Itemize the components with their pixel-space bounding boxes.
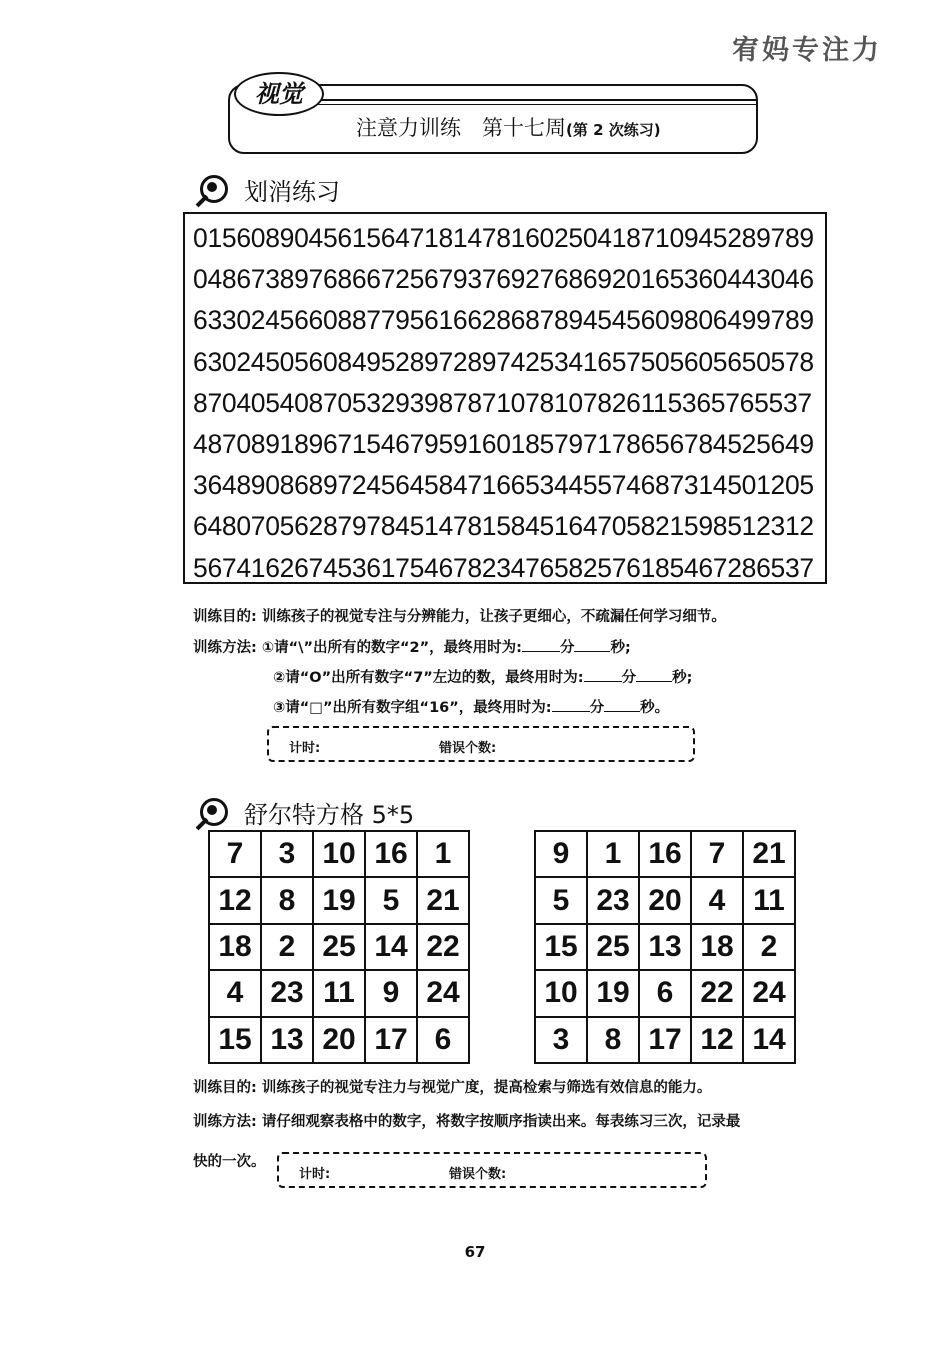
- digit-row: 6480705628797845147815845164705821598512312: [193, 511, 814, 542]
- purpose-label: 训练目的:: [193, 1080, 257, 1096]
- section1-method-1: [193, 636, 631, 657]
- digit-row: 6302450560849528972897425341657505605650578: [193, 346, 814, 377]
- magnifier-eye-icon: [196, 173, 230, 207]
- answer-blank[interactable]: [574, 651, 610, 652]
- answer-blank[interactable]: [584, 681, 622, 682]
- banner-divider: [300, 99, 756, 101]
- schulte-grid-1: [208, 830, 470, 1064]
- section1-method-3: [273, 696, 669, 717]
- grid-cell[interactable]: 16: [365, 831, 417, 877]
- section2-method-cont: 快的一次。: [193, 1154, 266, 1170]
- title-text: 注意力训练 第十七周: [356, 116, 566, 140]
- answer-blank[interactable]: [604, 711, 640, 712]
- grid-cell[interactable]: 17: [639, 1017, 691, 1063]
- grid-cell[interactable]: 8: [587, 1017, 639, 1063]
- purpose-text: 训练孩子的视觉专注与分辨能力，让孩子更细心，不疏漏任何学习细节。: [261, 609, 726, 625]
- schulte-grid-2: [534, 830, 796, 1064]
- title-subtitle: (第 2 次练习): [566, 121, 661, 139]
- grid-cell[interactable]: 25: [587, 924, 639, 970]
- grid-cell[interactable]: 10: [313, 831, 365, 877]
- digit-cancellation-box: [183, 212, 827, 584]
- timer-label: 计时:: [299, 1167, 331, 1182]
- grid-cell[interactable]: 23: [261, 970, 313, 1016]
- grid-cell[interactable]: 21: [743, 831, 795, 877]
- errors-label: 错误个数:: [449, 1167, 507, 1182]
- section2-title: 舒尔特方格 5*5: [244, 801, 415, 829]
- method-text: ②请“O”出所有数字“7”左边的数，最终用时为:: [273, 670, 584, 686]
- grid-cell[interactable]: 14: [743, 1017, 795, 1063]
- second-label: 秒。: [640, 700, 670, 716]
- section1-method-2: [273, 666, 692, 687]
- errors-label: 错误个数:: [439, 741, 497, 756]
- method-label: 训练方法:: [193, 1114, 257, 1130]
- grid-cell[interactable]: 12: [691, 1017, 743, 1063]
- grid-cell[interactable]: 16: [639, 831, 691, 877]
- section1-purpose: [193, 605, 726, 626]
- grid-cell[interactable]: 21: [417, 877, 469, 923]
- grid-cell[interactable]: 5: [535, 877, 587, 923]
- second-label: 秒;: [672, 670, 693, 686]
- grid-cell[interactable]: 18: [691, 924, 743, 970]
- grid-cell[interactable]: 6: [417, 1017, 469, 1063]
- grid-cell[interactable]: 20: [639, 877, 691, 923]
- method-text: ③请“□”出所有数字组“16”，最终用时为:: [273, 700, 552, 716]
- purpose-label: 训练目的:: [193, 609, 257, 625]
- section2-heading: [196, 795, 414, 830]
- minute-label: 分: [559, 640, 575, 656]
- grid-cell[interactable]: 11: [743, 877, 795, 923]
- digit-row: 5674162674536175467823476582576185467286537: [193, 552, 814, 583]
- second-label: 秒;: [610, 640, 631, 656]
- digit-row: 0486738976866725679376927686920165360443046: [193, 264, 814, 295]
- grid-cell[interactable]: 20: [313, 1017, 365, 1063]
- grid-cell[interactable]: 1: [417, 831, 469, 877]
- watermark: 宥妈专注力: [732, 35, 882, 66]
- method-text: ①请“\”出所有的数字“2”，最终用时为:: [261, 640, 522, 656]
- grid-cell[interactable]: 22: [691, 970, 743, 1016]
- grid-cell[interactable]: 24: [417, 970, 469, 1016]
- section2-method: [193, 1110, 740, 1131]
- grid-cell[interactable]: 12: [209, 877, 261, 923]
- grid-cell[interactable]: 19: [313, 877, 365, 923]
- timer-label: 计时:: [289, 741, 321, 756]
- minute-label: 分: [589, 700, 605, 716]
- grid-cell[interactable]: 17: [365, 1017, 417, 1063]
- grid-cell[interactable]: 7: [691, 831, 743, 877]
- grid-cell[interactable]: 3: [535, 1017, 587, 1063]
- minute-label: 分: [621, 670, 637, 686]
- digit-row: 3648908689724564584716653445574687314501205: [193, 470, 814, 501]
- grid-cell[interactable]: 14: [365, 924, 417, 970]
- grid-cell[interactable]: 23: [587, 877, 639, 923]
- banner-divider-thin: [300, 104, 756, 105]
- grid-cell[interactable]: 1: [587, 831, 639, 877]
- grid-cell[interactable]: 2: [743, 924, 795, 970]
- grid-cell[interactable]: 13: [639, 924, 691, 970]
- grid-cell[interactable]: 15: [209, 1017, 261, 1063]
- purpose-text: 训练孩子的视觉专注力与视觉广度，提高检索与筛选有效信息的能力。: [261, 1080, 712, 1096]
- method-text: 请仔细观察表格中的数字，将数字按顺序指读出来。每表练习三次，记录最: [261, 1114, 741, 1130]
- answer-blank[interactable]: [552, 711, 590, 712]
- grid-cell[interactable]: 4: [691, 877, 743, 923]
- section1-title: 划消练习: [244, 178, 340, 206]
- grid-cell[interactable]: 11: [313, 970, 365, 1016]
- grid-cell[interactable]: 8: [261, 877, 313, 923]
- section1-heading: [196, 172, 340, 207]
- grid-cell[interactable]: 18: [209, 924, 261, 970]
- digit-row: 6330245660887795616628687894545609806499789: [193, 305, 814, 336]
- grid-cell[interactable]: 25: [313, 924, 365, 970]
- page-number: 67: [464, 1243, 486, 1261]
- grid-cell[interactable]: 15: [535, 924, 587, 970]
- section-tag: 视觉: [234, 72, 324, 116]
- answer-blank[interactable]: [522, 651, 560, 652]
- grid-cell[interactable]: 5: [365, 877, 417, 923]
- answer-blank[interactable]: [636, 681, 672, 682]
- page-title: [356, 112, 661, 142]
- grid-cell[interactable]: 7: [209, 831, 261, 877]
- section2-timer-box[interactable]: [277, 1152, 707, 1188]
- grid-cell[interactable]: 24: [743, 970, 795, 1016]
- grid-cell[interactable]: 10: [535, 970, 587, 1016]
- section2-purpose: [193, 1076, 711, 1097]
- grid-cell[interactable]: 6: [639, 970, 691, 1016]
- grid-cell[interactable]: 9: [535, 831, 587, 877]
- grid-cell[interactable]: 9: [365, 970, 417, 1016]
- digit-row: 8704054087053293987871078107826115365765537: [193, 387, 812, 418]
- digit-row: 0156089045615647181478160250418710945289789: [193, 223, 814, 253]
- magnifier-eye-icon: [196, 796, 230, 830]
- grid-cell[interactable]: 2: [261, 924, 313, 970]
- grid-cell[interactable]: 4: [209, 970, 261, 1016]
- grid-cell[interactable]: 13: [261, 1017, 313, 1063]
- grid-cell[interactable]: 22: [417, 924, 469, 970]
- digit-row: 4870891896715467959160185797178656784525649: [193, 429, 814, 460]
- section1-timer-box[interactable]: [267, 726, 695, 762]
- grid-cell[interactable]: 19: [587, 970, 639, 1016]
- grid-cell[interactable]: 3: [261, 831, 313, 877]
- method-label: 训练方法:: [193, 640, 257, 656]
